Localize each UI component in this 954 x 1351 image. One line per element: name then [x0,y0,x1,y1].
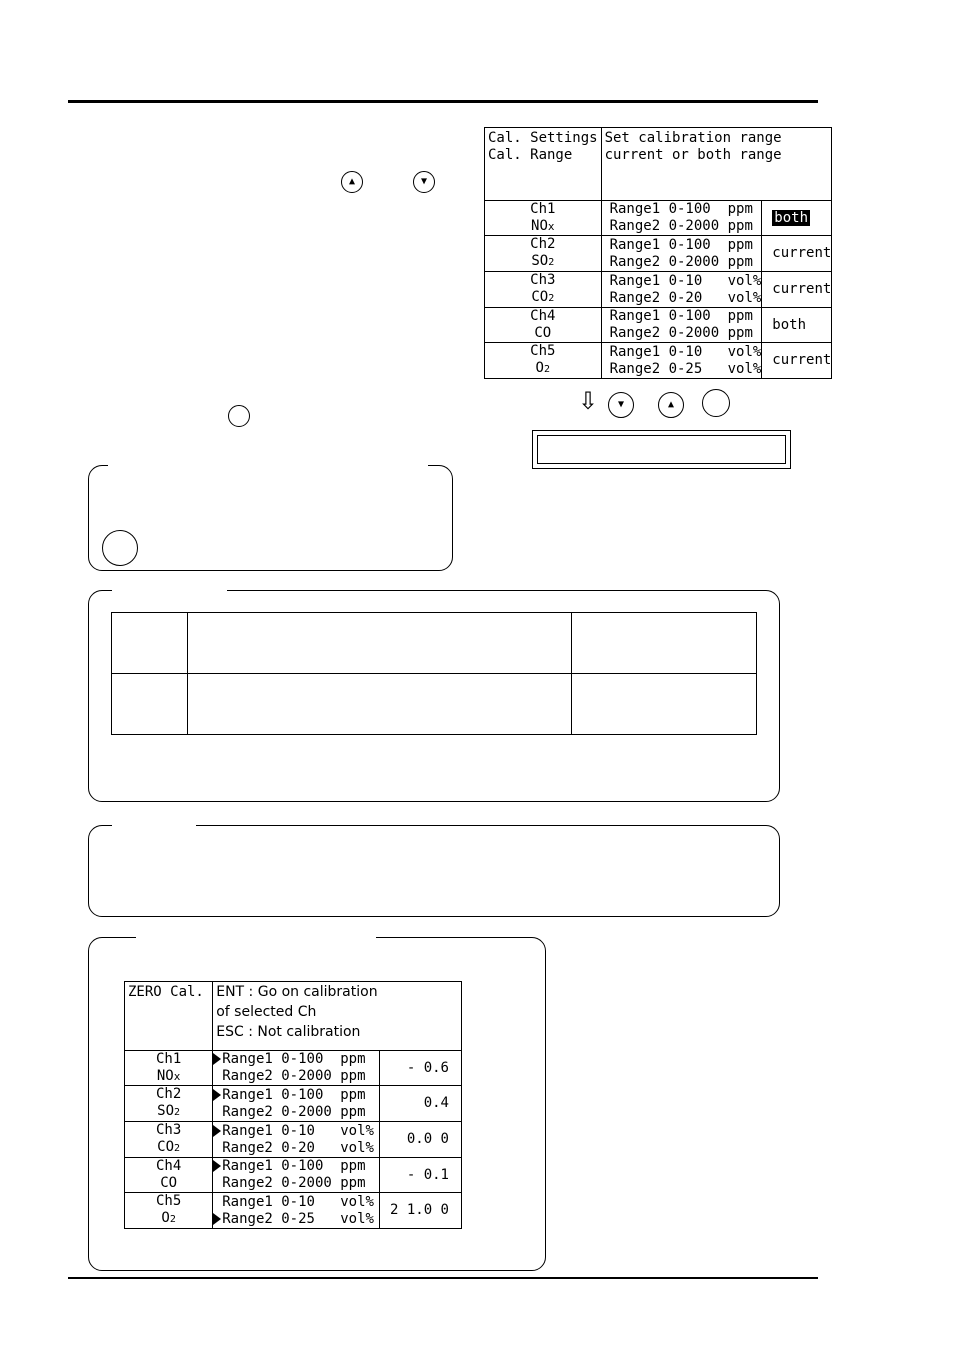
up-key-icon: ▲ [341,171,363,193]
zero-cal-title: ZERO Cal. [125,982,213,1051]
gas-label: SO2 [531,253,555,269]
range-cell: Range1 0-100 ppm Range2 0-2000 ppm [213,1086,380,1122]
range-cell: Range1 0-100 ppm Range2 0-2000 ppm [213,1158,380,1193]
zero-cal-instructions: ENT : Go on calibration of selected Ch ESC : Not calibration [213,982,462,1051]
range-cell: Range1 0-100 ppm Range2 0-2000 ppm [601,236,762,272]
zero-cal-screen [124,981,462,1229]
bottom-rule [68,1277,818,1279]
ent-key-icon [702,389,730,417]
selected-range-marker [213,1089,221,1101]
cal-range-row [485,272,832,308]
gas-label: CO [160,1175,178,1191]
range-setting[interactable]: both [762,308,832,343]
gas-label: NOx [156,1068,181,1084]
channel-label: Ch4 CO [125,1158,213,1193]
message-box [532,430,791,469]
range-setting[interactable]: current [762,343,832,379]
selected-range-marker [213,1213,221,1225]
zero-cal-row [125,1051,462,1086]
channel-label: Ch5 O2 [485,343,602,379]
setting-cell [572,613,757,674]
up-key-icon: ▲ [658,392,684,418]
range-cell: Range1 0-10 vol% Range2 0-20 vol% [601,272,762,308]
note-box-3 [88,825,780,917]
range-setting[interactable]: both [762,201,832,236]
measured-value: 0.0 0 [380,1122,462,1158]
cal-range-row [485,201,832,236]
zero-cal-row [125,1158,462,1193]
gas-label: CO2 [157,1139,181,1155]
note-box-2-tab [112,588,227,591]
gas-label: CO [534,325,552,341]
cal-range-row [485,343,832,379]
channel-label: Ch2 SO2 [485,236,602,272]
message-box-inner [537,435,786,464]
channel-label: Ch2 SO2 [125,1086,213,1122]
measured-value: 0.4 [380,1086,462,1122]
note-box-3-tab [112,823,196,826]
setting-cell [187,674,571,735]
range-setting[interactable]: current [762,272,832,308]
channel-label: Ch1 NOx [485,201,602,236]
channel-label: Ch1 NOx [125,1051,213,1086]
measured-value: 2 1.0 0 [380,1193,462,1229]
esc-key-icon [102,530,138,566]
ent-key-icon [228,405,250,427]
zero-cal-row [125,1122,462,1158]
example-box-tab [136,935,376,938]
channel-label: Ch4 CO [485,308,602,343]
range-cell: Range1 0-10 vol% Range2 0-20 vol% [213,1122,380,1158]
arrow-down-icon: ⇩ [578,387,599,415]
down-key-icon: ▼ [413,171,435,193]
range-setting[interactable]: current [762,236,832,272]
gas-label: O2 [535,360,551,376]
setting-table [111,612,757,735]
channel-label: Ch5 O2 [125,1193,213,1229]
zero-cal-row [125,1086,462,1122]
measured-value: - 0.6 [380,1051,462,1086]
selected-range-marker [213,1125,221,1137]
setting-cell [112,674,188,735]
range-cell: Range1 0-100 ppm Range2 0-2000 ppm [601,308,762,343]
gas-label: SO2 [157,1103,181,1119]
gas-label: CO2 [531,289,555,305]
note-box-1 [88,465,453,571]
channel-label: Ch3 CO2 [485,272,602,308]
range-cell: Range1 0-10 vol% Range2 0-25 vol% [213,1193,380,1229]
setting-cell [112,613,188,674]
zero-cal-row [125,1193,462,1229]
cal-range-screen [484,127,832,379]
measured-value: - 0.1 [380,1158,462,1193]
range-cell: Range1 0-100 ppm Range2 0-2000 ppm [601,201,762,236]
gas-label: O2 [161,1210,176,1226]
setting-cell [187,613,571,674]
range-cell: Range1 0-100 ppm Range2 0-2000 ppm [213,1051,380,1086]
cal-range-row [485,308,832,343]
channel-label: Ch3 CO2 [125,1122,213,1158]
down-key-icon: ▼ [608,392,634,418]
selected-range-marker [213,1053,221,1065]
note-box-1-tab [108,463,428,466]
gas-label: NOx [531,218,555,234]
range-cell: Range1 0-10 vol% Range2 0-25 vol% [601,343,762,379]
screen-instructions: Set calibration range current or both range [601,128,832,201]
selected-range-marker [213,1160,221,1172]
top-rule [68,100,818,103]
setting-cell [572,674,757,735]
screen-title: Cal. Settings Cal. Range [485,128,602,201]
cal-range-row [485,236,832,272]
